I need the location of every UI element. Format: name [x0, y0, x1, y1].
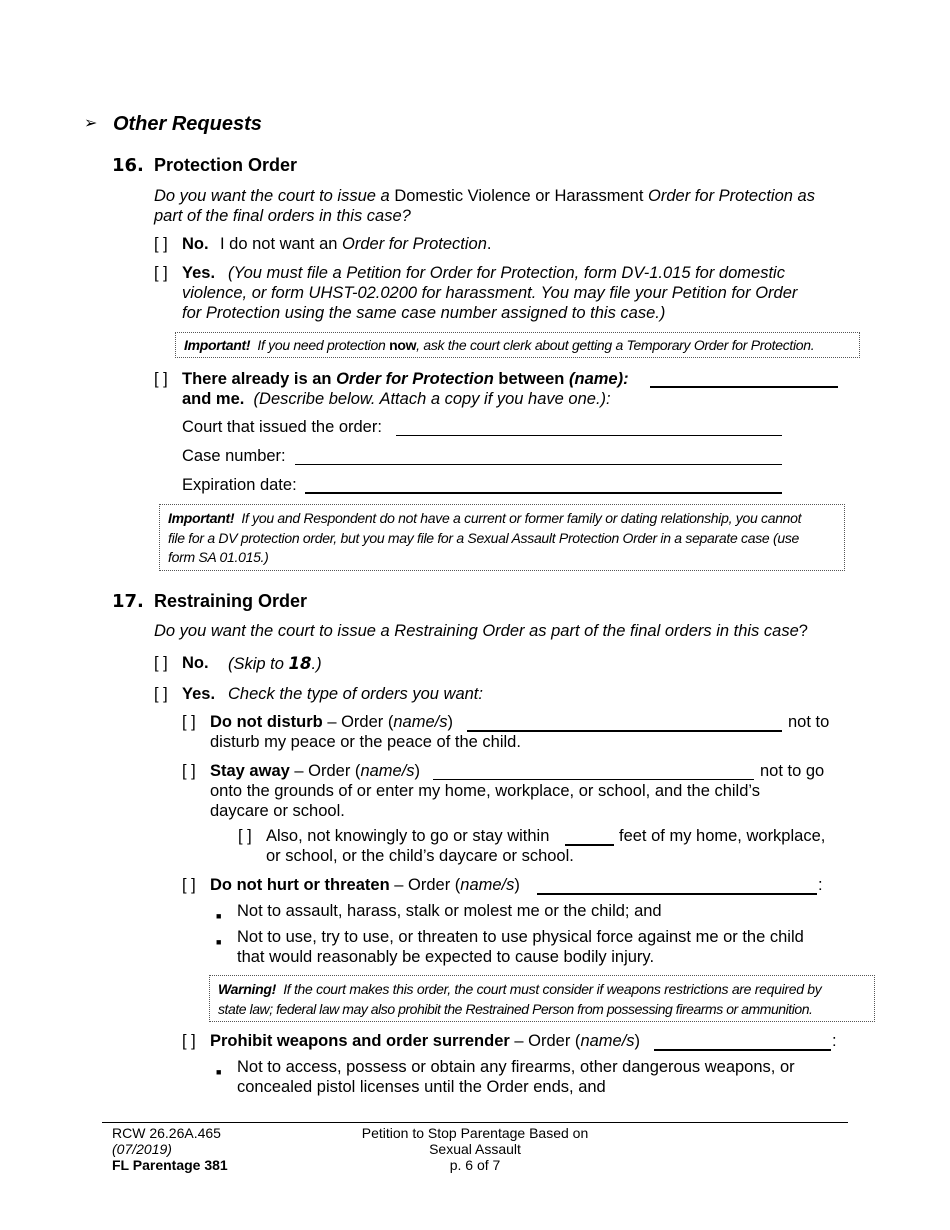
q17-question-text: Do you want the court to issue a Restraining Order as part of the final orders in this case	[154, 622, 799, 640]
warning-line2: state law; federal law may also prohibit the Restrained Person from possessing firearms or ammunition.	[218, 1000, 813, 1017]
also-line2: or school, or the child’s daycare or school.	[266, 847, 574, 865]
q17-title: Restraining Order	[154, 591, 308, 611]
q16-yes-checkbox[interactable]: [ ]	[154, 264, 168, 282]
q16-no-checkbox[interactable]: [ ]	[154, 235, 168, 253]
q16-yes-label: Yes.	[182, 264, 216, 282]
hurt-name: name/s	[460, 876, 515, 894]
q16-heading	[112, 154, 298, 177]
weapons-name: name/s	[580, 1032, 635, 1050]
stay-away-line3: daycare or school.	[210, 802, 345, 820]
q16-question	[154, 187, 874, 226]
stay-away-name: name/s	[360, 762, 415, 780]
weapons-bullet1-line2: concealed pistol licenses until the Order ends, and	[237, 1078, 606, 1096]
q17-no-skip-pre: (Skip to	[228, 655, 284, 673]
q16-existing-mid: between	[498, 370, 565, 388]
footer-title-line2: Sexual Assault	[429, 1141, 521, 1157]
feet-field[interactable]	[565, 829, 614, 846]
disturb-order-post: )	[447, 713, 453, 731]
disturb-name-field[interactable]	[467, 715, 782, 732]
q17-question-end: ?	[798, 622, 808, 640]
hurt-label: Do not hurt or threaten	[210, 876, 390, 894]
hurt-bullet1-text: Not to assault, harass, stalk or molest me or the child; and	[237, 902, 662, 920]
stay-away-label: Stay away	[210, 762, 290, 780]
important-label: Important!	[184, 337, 251, 353]
q16-yes-line1: (You must file a Petition for Order for Protection, form DV-1.015 for domestic	[228, 264, 785, 282]
footer-rule	[102, 1122, 848, 1123]
expiration-row	[182, 476, 297, 496]
q16-existing-line2-italic: (Describe below. Attach a copy if you have one.):	[253, 390, 611, 408]
q17-heading	[112, 590, 308, 613]
q16-yes-line2: violence, or form UHST-02.0200 for harassment. You may file your Petition for Order	[182, 284, 798, 302]
footer-rcw: RCW 26.26A.465	[112, 1125, 221, 1141]
q16-existing-order-option[interactable]	[154, 370, 854, 408]
weapons-order-pre: – Order (	[514, 1032, 581, 1050]
disturb-name: name/s	[393, 713, 448, 731]
stay-away-order-post: )	[414, 762, 421, 780]
important1-emph: now	[389, 337, 417, 353]
q16-question-mid: Domestic Violence or Harassment	[394, 187, 644, 205]
hurt-bullet2-line1: Not to use, try to use, or threaten to use physical force against me or the child	[237, 928, 804, 946]
q17-number: 17.	[112, 591, 144, 612]
important1-pre: If you need protection	[257, 337, 386, 353]
q16-number: 16.	[112, 155, 144, 176]
hurt-colon: :	[818, 876, 823, 894]
hurt-name-field[interactable]	[537, 878, 817, 895]
stay-away-option[interactable]	[182, 762, 842, 822]
stay-away-name-field[interactable]	[433, 764, 754, 780]
q16-existing-italic: Order for Protection	[336, 370, 494, 388]
q16-yes-option[interactable]	[154, 264, 854, 322]
important1-post: , ask the court clerk about getting a Temporary Order for Protection.	[416, 337, 815, 353]
case-number-row	[182, 447, 286, 467]
stay-away-line2: onto the grounds of or enter my home, workplace, or school, and the child’s	[210, 782, 761, 800]
important2-label: Important!	[168, 510, 235, 526]
disturb-order-pre: – Order (	[327, 713, 394, 731]
bullet-icon: ■	[216, 911, 222, 921]
footer-form: FL Parentage 381	[112, 1157, 228, 1173]
court-field[interactable]	[396, 420, 782, 436]
warning-line1: If the court makes this order, the court must consider if weapons restrictions are required by	[283, 981, 822, 997]
q17-yes-label: Yes.	[182, 685, 216, 703]
q17-no-option[interactable]	[154, 654, 554, 674]
weapons-option[interactable]	[182, 1032, 842, 1052]
section-header	[84, 112, 262, 137]
q17-yes-option[interactable]	[154, 685, 654, 705]
hurt-checkbox[interactable]: [ ]	[182, 876, 196, 894]
also-checkbox[interactable]: [ ]	[238, 827, 252, 845]
section-title: Other Requests	[112, 113, 262, 135]
expiration-label: Expiration date:	[182, 476, 297, 494]
q17-yes-text: Check the type of orders you want:	[228, 685, 483, 703]
q16-no-text: I do not want an	[220, 235, 338, 253]
q17-question	[154, 622, 808, 642]
weapons-name-field[interactable]	[654, 1034, 831, 1051]
hurt-order-post: )	[514, 876, 520, 894]
hurt-bullet2-line2: that would reasonably be expected to cause bodily injury.	[237, 948, 655, 966]
disturb-label: Do not disturb	[210, 713, 323, 731]
footer-date: (07/2019)	[112, 1141, 172, 1157]
footer-left	[112, 1125, 228, 1173]
arrow-icon: ➢	[84, 113, 98, 132]
bullet-icon: ■	[216, 937, 222, 947]
disturb-checkbox[interactable]: [ ]	[182, 713, 196, 731]
q17-no-label: No.	[182, 654, 209, 672]
important-note-dv-relationship	[159, 504, 845, 571]
q16-no-text-end: .	[486, 235, 492, 253]
disturb-option[interactable]	[182, 713, 842, 753]
q16-existing-name-label: (name):	[569, 370, 629, 388]
q16-no-option[interactable]	[154, 235, 854, 255]
q16-question-post: Order for Protection as	[648, 187, 815, 205]
warning-note-weapons	[209, 975, 875, 1022]
q16-no-text-italic: Order for Protection	[342, 235, 487, 253]
important2-line3: form SA 01.015.)	[168, 549, 269, 565]
footer-title-line1: Petition to Stop Parentage Based on	[361, 1125, 589, 1141]
q16-no-label: No.	[182, 235, 209, 253]
hurt-order-pre: – Order (	[394, 876, 461, 894]
weapons-colon: :	[832, 1032, 837, 1050]
bullet-icon: ■	[216, 1067, 222, 1077]
important2-line1: If you and Respondent do not have a current or former family or dating relationship, you cannot	[241, 510, 802, 526]
weapons-label: Prohibit weapons and order surrender	[210, 1032, 510, 1050]
stay-away-order-pre: – Order (	[294, 762, 361, 780]
stay-away-checkbox[interactable]: [ ]	[182, 762, 196, 780]
q17-yes-checkbox[interactable]: [ ]	[154, 685, 168, 703]
case-number-field[interactable]	[295, 449, 782, 465]
stay-away-after: not to go	[760, 762, 825, 780]
case-number-label: Case number:	[182, 447, 286, 465]
existing-name-field[interactable]	[650, 372, 838, 388]
warning-label: Warning!	[218, 981, 277, 997]
court-row	[182, 418, 382, 438]
q17-no-skip-post: .)	[311, 655, 322, 673]
weapons-bullet1-line1: Not to access, possess or obtain any firearms, other dangerous weapons, or	[237, 1058, 795, 1076]
weapons-order-post: )	[634, 1032, 641, 1050]
q16-title: Protection Order	[154, 155, 298, 175]
weapons-checkbox[interactable]: [ ]	[182, 1032, 196, 1050]
court-label: Court that issued the order:	[182, 418, 382, 436]
also-pre: Also, not knowingly to go or stay within	[266, 827, 550, 845]
q17-no-checkbox[interactable]: [ ]	[154, 654, 168, 672]
important-note-temporary-order	[175, 332, 860, 358]
q16-existing-line2-bold: and me.	[182, 390, 245, 408]
important2-line2: file for a DV protection order, but you may file for a Sexual Assault Protection Order in a separate case (use	[168, 529, 800, 546]
disturb-line2: disturb my peace or the peace of the child.	[210, 733, 521, 751]
also-post: feet of my home, workplace,	[619, 827, 826, 845]
q17-no-skip-num: 18	[288, 654, 312, 673]
q16-yes-line3: for Protection using the same case number assigned to this case.)	[182, 304, 666, 322]
disturb-after: not to	[788, 713, 830, 731]
expiration-field[interactable]	[305, 477, 782, 494]
q16-existing-pre: There already is an	[182, 370, 332, 388]
q16-question-pre: Do you want the court to issue a	[154, 187, 390, 205]
footer-center	[330, 1125, 620, 1173]
hurt-option[interactable]	[182, 876, 842, 896]
footer-page: p. 6 of 7	[449, 1157, 501, 1173]
q16-question-line2: part of the final orders in this case?	[154, 206, 411, 225]
q16-existing-checkbox[interactable]: [ ]	[154, 370, 168, 388]
also-option[interactable]	[238, 827, 848, 867]
